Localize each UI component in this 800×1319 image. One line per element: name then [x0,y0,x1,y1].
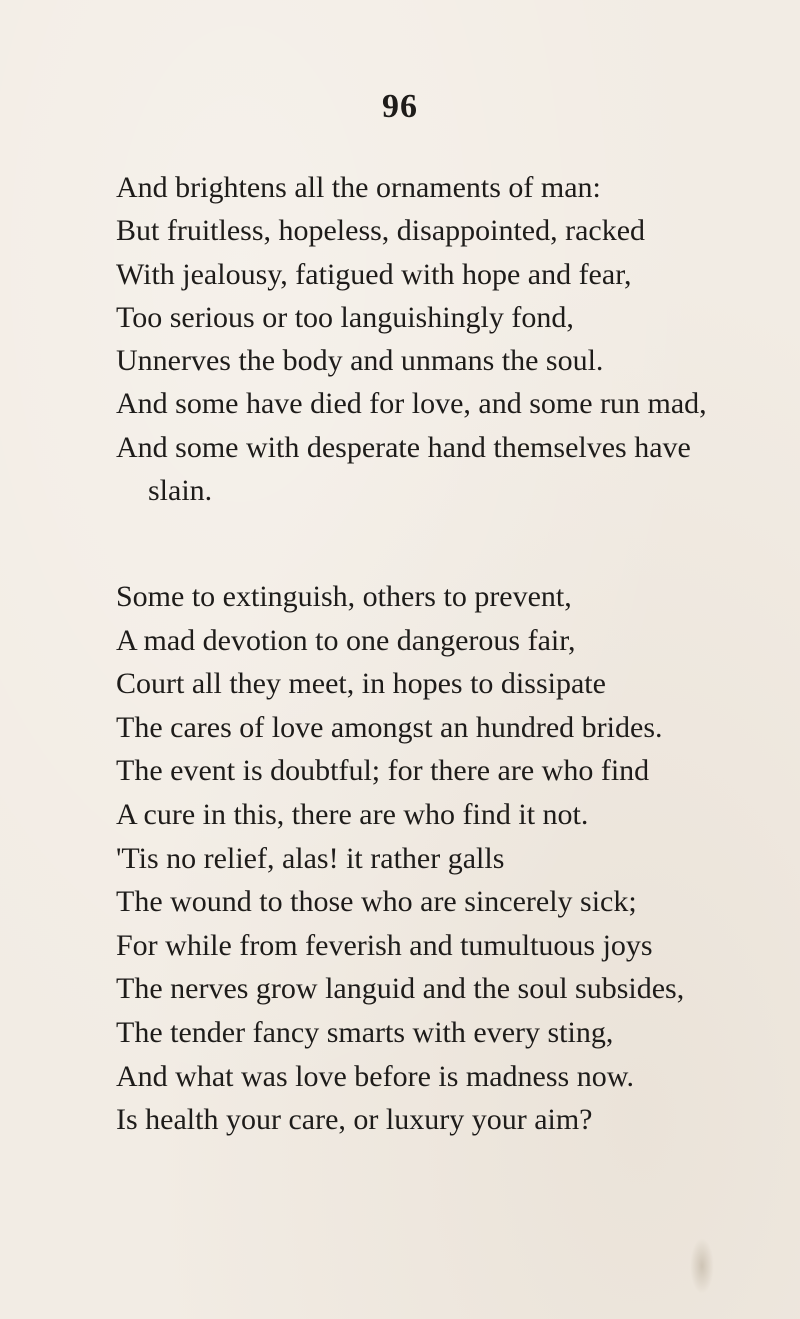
verse-line: Is health your care, or luxury your aim? [116,1103,593,1137]
verse-line: The wound to those who are sincerely sick; [116,885,637,919]
verse-line: And what was love before is madness now. [116,1059,634,1093]
verse-line: But fruitless, hopeless, disappointed, racked [116,214,646,248]
page-number: 96 [382,88,418,125]
verse-line: A mad devotion to one dangerous fair, [116,623,576,657]
verse-line: Too serious or too languishingly fond, [116,300,574,334]
verse-line: The nerves grow languid and the soul subsides, [116,972,685,1006]
verse-line: The event is doubtful; for there are who find [116,754,650,788]
verse-line: And brightens all the ornaments of man: [116,171,601,204]
verse-line-continuation: slain. [148,474,213,508]
verse-line: Court all they meet, in hopes to dissipate [116,667,606,701]
verse-line: For while from feverish and tumultuous joys [116,928,653,962]
stanza-2 [0,575,800,1142]
verse-line: Some to extinguish, others to prevent, [116,580,572,613]
paper-smudge [690,1238,714,1294]
verse-line: And some with desperate hand themselves have [116,430,691,464]
verse-line: The tender fancy smarts with every sting, [116,1015,614,1049]
verse-line: The cares of love amongst an hundred brides. [116,710,663,744]
verse-line: Unnerves the body and unmans the soul. [116,344,604,378]
verse-line: With jealousy, fatigued with hope and fear, [116,257,632,291]
verse-line: 'Tis no relief, alas! it rather galls [116,841,505,875]
verse-line: A cure in this, there are who find it not. [116,797,589,831]
stanza-1 [0,166,800,512]
verse-line: And some have died for love, and some run mad, [116,387,707,421]
